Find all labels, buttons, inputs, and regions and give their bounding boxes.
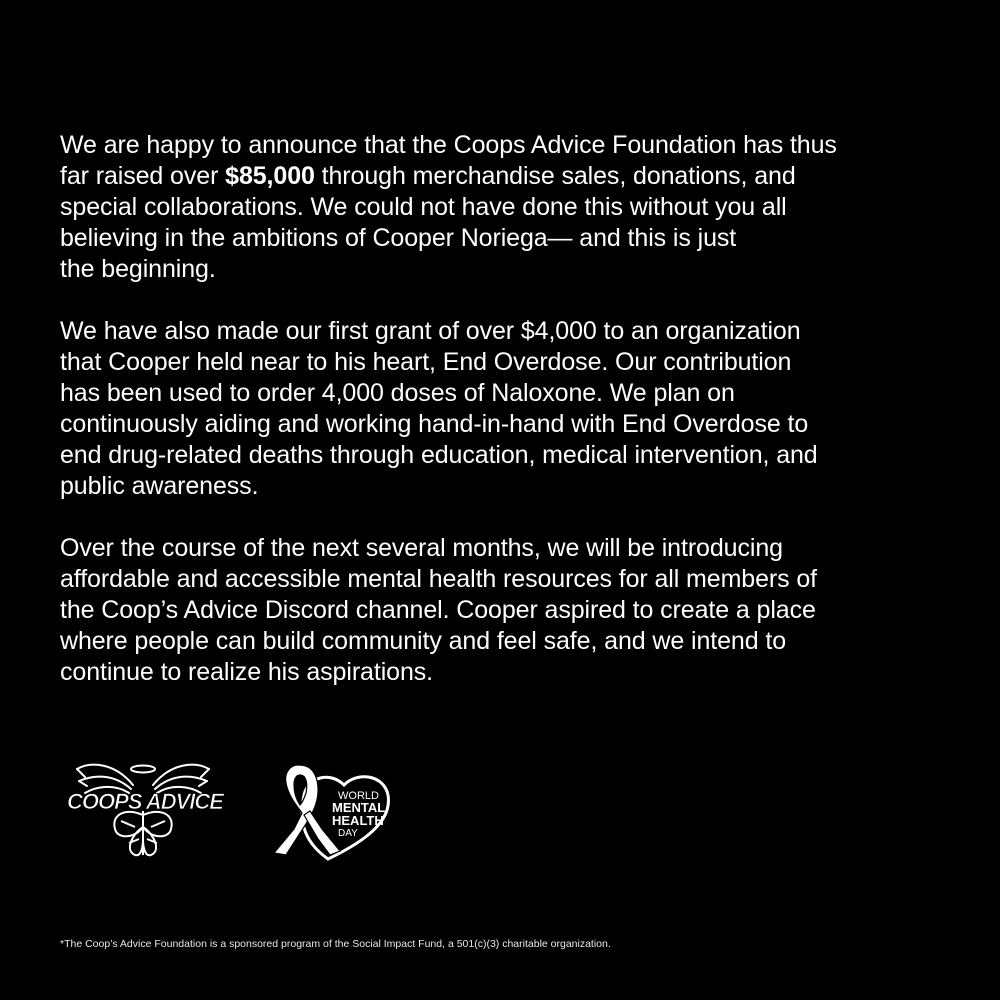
text-segment: through merchandise sales, donations, and: [314, 162, 796, 190]
text-line: [60, 161, 960, 192]
wmhd-line-day: DAY: [338, 828, 358, 839]
footnote: *The Coop’s Advice Foundation is a sponsored program of the Social Impact Fund, a 501(c)(3) charitable organization.: [60, 938, 611, 950]
announcement-paragraph-resources: [60, 533, 960, 688]
text-line: We have also made our first grant of over $4,000 to an organization: [60, 317, 801, 345]
wmhd-line-health: HEALTH: [332, 813, 384, 828]
text-line: Over the course of the next several months, we will be introducing: [60, 534, 783, 562]
announcement-paragraph-fundraising: [60, 130, 960, 285]
announcement-paragraph-grant: [60, 316, 960, 502]
text-line: has been used to order 4,000 doses of Naloxone. We plan on: [60, 379, 735, 407]
text-line: believing in the ambitions of Cooper Noriega— and this is just: [60, 224, 737, 252]
text-line: continue to realize his aspirations.: [60, 658, 433, 686]
logos-row: [55, 755, 415, 865]
coops-advice-logo: [55, 755, 235, 865]
amount-raised: $85,000: [225, 162, 315, 190]
text-line: public awareness.: [60, 472, 259, 500]
text-line: continuously aiding and working hand-in-hand with End Overdose to: [60, 410, 809, 438]
world-mental-health-day-logo: [260, 755, 410, 865]
text-line: end drug-related deaths through education, medical intervention, and: [60, 441, 818, 469]
text-line: where people can build community and feel safe, and we intend to: [60, 627, 787, 655]
wmhd-line-mental: MENTAL: [332, 800, 386, 815]
wmhd-line-world: WORLD: [338, 790, 379, 802]
announcement-body: [60, 130, 960, 719]
text-line: the Coop’s Advice Discord channel. Cooper aspired to create a place: [60, 596, 816, 624]
text-segment: far raised over: [60, 162, 226, 190]
text-line: affordable and accessible mental health resources for all members of: [60, 565, 818, 593]
text-line: that Cooper held near to his heart, End Overdose. Our contribution: [60, 348, 792, 376]
text-line: the beginning.: [60, 255, 216, 283]
text-line: We are happy to announce that the Coops Advice Foundation has thus: [60, 131, 837, 159]
text-line: special collaborations. We could not have done this without you all: [60, 193, 787, 221]
coops-advice-logo-text: COOPS ADVICE: [67, 789, 223, 814]
